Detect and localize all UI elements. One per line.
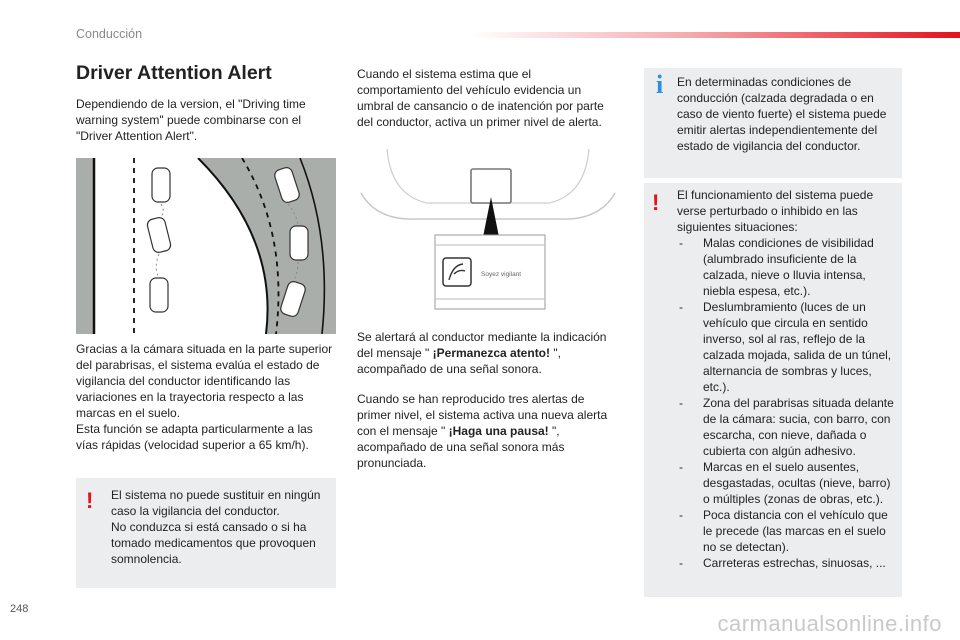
- intro-paragraph: Dependiendo de la version, el "Driving time warning system" puede combinarse con el "Driver Attention Alert".: [76, 97, 306, 143]
- header-rule: [470, 32, 960, 38]
- warning-line-2: No conduzca si está cansado o si ha tomado medicamentos que provoquen somnolencia.: [111, 520, 316, 566]
- roads-text: Esta función se adapta particularmente a las vías rápidas (velocidad superior a 65 km/h).: [76, 422, 313, 452]
- info-icon: i: [656, 70, 664, 99]
- warning-box-driver: [76, 478, 336, 588]
- msg2-after: ", acompañado de una señal sonora más pronunciada.: [357, 424, 565, 470]
- warning-icon: !: [86, 488, 94, 513]
- page-number: 248: [10, 603, 29, 615]
- first-alert-message-paragraph: [357, 329, 619, 377]
- info-box-conditions: [644, 68, 902, 178]
- list-item: - Carreteras estrechas, sinuosas, ...: [677, 555, 899, 571]
- msg1-after: ", acompañado de una señal sonora.: [357, 346, 561, 376]
- msg1-before: Se alertará al conductor mediante la indicación del mensaje ": [357, 330, 607, 360]
- dashboard-display-illustration: [357, 145, 619, 315]
- camera-paragraph: [76, 341, 338, 453]
- warning-line-1: El sistema no puede sustituir en ningún caso la vigilancia del conductor.: [111, 488, 321, 518]
- lane-drift-illustration: [76, 158, 336, 334]
- msg2-bold: ¡Haga una pausa!: [448, 424, 549, 438]
- msg1-bold: ¡Permanezca atento!: [432, 346, 551, 360]
- list-item: - Marcas en el suelo ausentes, desgastadas, ocultas (nieve, barro) o múltiples (zonas de obras, etc.).: [677, 459, 899, 507]
- warning-box-situations: [644, 183, 902, 597]
- info-text: En determinadas condiciones de conducción (calzada degradada o en caso de viento fuerte) el sistema puede emitir alertas independientemente del estado de vigilancia del conductor.: [677, 75, 887, 153]
- warning-icon: !: [652, 190, 660, 215]
- situations-intro: El funcionamiento del sistema puede verse perturbado o inhibido en las siguientes situaciones:: [677, 188, 874, 234]
- section-label: Conducción: [76, 27, 143, 41]
- list-item: - Deslumbramiento (luces de un vehículo que circula en sentido inverso, sol al ras, reflejo de la calzada mojada, salida de un túnel, alternancia de sombras y luces, etc.).: [677, 299, 899, 395]
- situations-list: [677, 235, 899, 571]
- display-message: Soyez vigilant: [481, 271, 522, 278]
- list-item: - Poca distancia con el vehículo que le precede (las marcas en el suelo no se detectan).: [677, 507, 899, 555]
- camera-text: Gracias a la cámara situada en la parte superior del parabrisas, el sistema evalúa el estado de vigilancia del conductor identificando las variaciones en la trayectoria respecto a las marcas en el suelo.: [76, 342, 333, 420]
- page-title: Driver Attention Alert: [76, 62, 272, 84]
- msg2-before: Cuando se han reproducido tres alertas de primer nivel, el sistema activa una nueva alerta con el mensaje ": [357, 392, 608, 438]
- first-level-paragraph: Cuando el sistema estima que el comportamiento del vehículo evidencia un umbral de cansancio o de inatención por parte del conductor, activa un primer nivel de alerta.: [357, 67, 604, 129]
- second-alert-message-paragraph: [357, 391, 619, 471]
- watermark: carmanualsonline.info: [717, 611, 942, 636]
- list-item: - Zona del parabrisas situada delante de la cámara: sucia, con barro, con escarcha, con nieve, dañada o cubierta con algún adhesivo.: [677, 395, 899, 459]
- list-item: - Malas condiciones de visibilidad (alumbrado insuficiente de la calzada, nieve o lluvia intensa, niebla espesa, etc.).: [677, 235, 899, 299]
